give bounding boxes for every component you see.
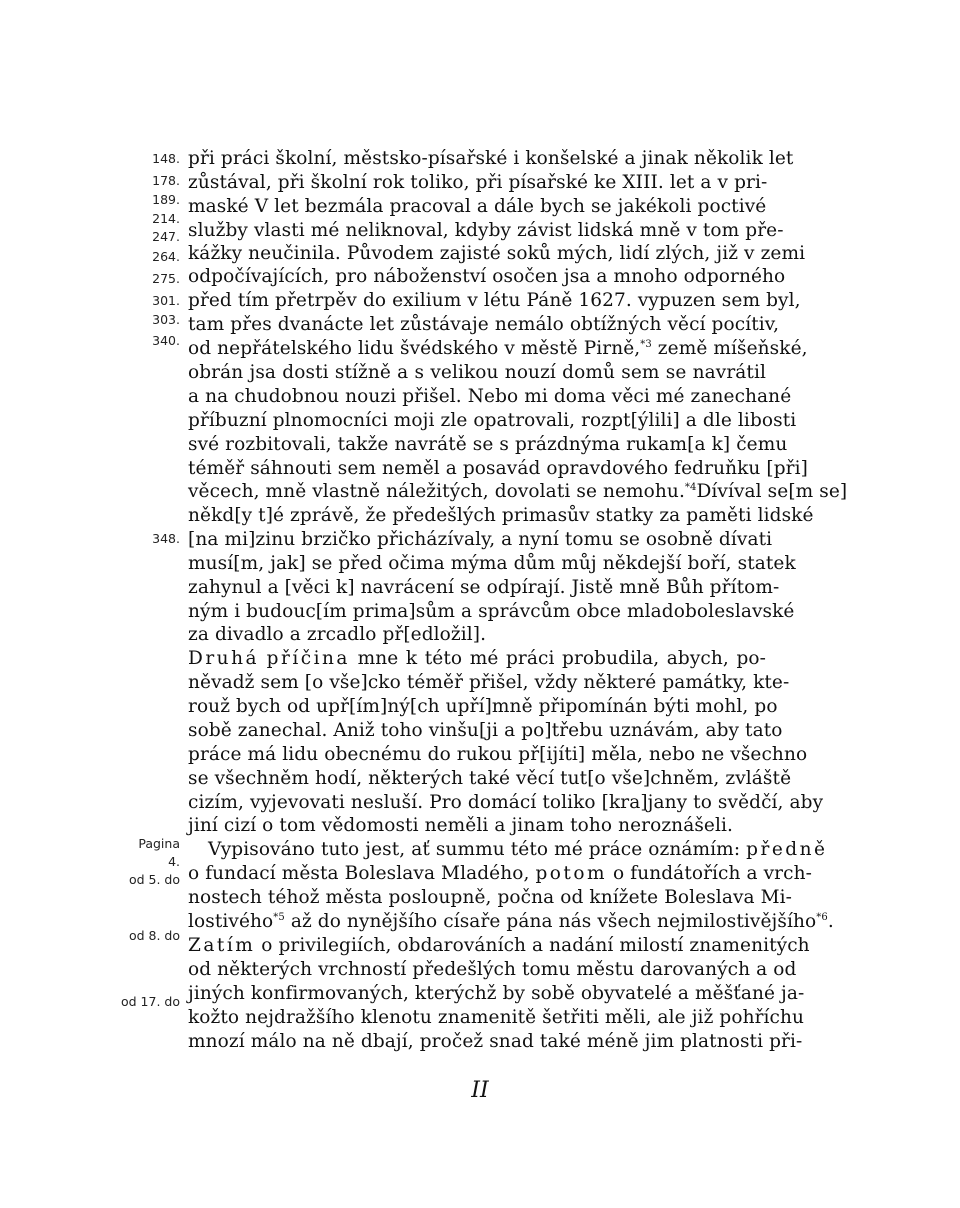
text-segment: mne k této mé práci probudila, abych, po-: [357, 648, 767, 669]
footnote-mark: *4: [684, 481, 697, 493]
text-segment: o fundací města Boleslava Mladého,: [188, 863, 530, 884]
text-line: rouž bych od upř[ím]ný[ch upří]mně připomínán býti mohl, po: [188, 696, 778, 717]
text-line: [188, 911, 834, 933]
text-line: maské V let bezmála pracoval a dále bych se jakékoli poctivé: [188, 196, 767, 217]
text-line: nostech téhož města posloupně, počna od knížete Boleslava Mi-: [188, 887, 793, 908]
text-segment: .: [827, 911, 834, 932]
text-segment: věcech, mně vlastně náležitých, dovolati se nemohu.: [188, 481, 685, 502]
text-segment: Dívíval se[m se]: [696, 481, 848, 502]
text-line: odpočívajících, pro náboženství osočen jsa a mnoho odporného: [188, 266, 786, 287]
text-line: jiných konfirmovaných, kterýchž by sobě obyvatelé a měšťané ja-: [188, 983, 805, 1004]
margin-number: 264.: [152, 249, 180, 264]
text-line: [188, 338, 808, 360]
text-line: práce má lidu obecnému do rukou př[ijíti] měla, nebo ne všechno: [188, 744, 808, 765]
text-line: ným i budouc[ím prima]sům a správcům obce mladoboleslavské: [188, 601, 795, 622]
text-line: [208, 839, 828, 861]
text-line: sobě zanechal. Aniž toho vinšu[ji a po]třebu uznávám, aby tato: [188, 720, 783, 741]
footnote-mark: *3: [640, 338, 652, 350]
text-line: od některých vrchností předešlých tomu městu darovaných a od: [188, 959, 797, 980]
text-line: obrán jsa dosti stížně a s velikou nouzí domů sem se navrátil: [188, 362, 766, 383]
text-line: [188, 648, 766, 670]
text-line: jiní cizí o tom vědomosti neměli a jinam toho neroznášeli.: [188, 815, 733, 836]
footnote-mark: *5: [273, 911, 285, 923]
text-line: a na chudobnou nouzi přišel. Nebo mi doma věci mé zanechané: [188, 386, 792, 407]
text-segment: země míšeňské,: [657, 338, 808, 359]
side-note: od 5. do: [128, 872, 180, 887]
text-line: zahynul a [věci k] navrácení se odpírají. Jistě mně Bůh přítom-: [188, 577, 780, 598]
text-segment: Vypisováno tuto jest, ať summu této mé práce oznámím:: [208, 839, 741, 860]
margin-number: 214.: [152, 211, 180, 226]
page-folio: II: [471, 1078, 489, 1103]
text-line: [188, 481, 848, 503]
text-line: [188, 863, 812, 885]
emphasis-word: potom: [535, 863, 608, 884]
text-segment: od nepřátelského lidu švédského v městě Pirně,: [188, 338, 641, 359]
emphasis-word: Druhá: [188, 648, 260, 669]
emphasis-word: Zatím: [188, 935, 256, 956]
text-line: před tím přetrpěv do exilium v létu Páně 1627. vypuzen sem byl,: [188, 290, 801, 311]
text-line: za divadlo a zrcadlo př[edložil].: [188, 624, 487, 645]
side-note: od 17. do: [121, 994, 180, 1009]
text-line: [188, 935, 810, 957]
margin-number: 303.: [152, 312, 180, 327]
text-line: cizím, vyjevovati nesluší. Pro domácí toliko [kra]jany to svědčí, aby: [188, 792, 824, 813]
text-line: své rozbitovali, takže navrátě se s prázdnýma rukam[a k] čemu: [188, 434, 788, 455]
text-segment: o privilegiích, obdarováních a nadání milostí znamenitých: [261, 935, 810, 956]
side-note: od 8. do: [128, 928, 180, 943]
text-line: kožto nejdražšího klenotu znamenitě šetřiti měli, ale již pohříchu: [188, 1007, 805, 1028]
text-line: při práci školní, městsko-písařské i konšelské a jinak několik let: [188, 148, 794, 169]
margin-number: 348.: [152, 531, 180, 546]
text-line: tam přes dvanácte let zůstávaje nemálo obtížných věcí pocítiv,: [188, 314, 780, 335]
text-line: zůstával, při školní rok toliko, při písařské ke XIII. let a v pri-: [188, 172, 768, 193]
text-line: musí[m, jak] se před očima mýma dům můj někdejší boří, statek: [188, 553, 796, 574]
text-line: někd[y t]é zprávě, že předešlých primasův statky za paměti lidské: [188, 505, 814, 526]
text-line: téměř sáhnouti sem neměl a posavád opravdového fedruňku [při]: [188, 458, 808, 479]
text-line: něvadž sem [o vše]cko téměř přišel, vždy některé památky, kte-: [188, 672, 790, 693]
margin-number: 301.: [152, 293, 180, 308]
footnote-mark: *6: [816, 911, 828, 923]
text-segment: až do nynějšího císaře pána nás všech nejmilostivějšího: [290, 911, 817, 932]
margin-number: 275.: [152, 271, 180, 286]
emphasis-word: předně: [746, 839, 828, 860]
text-line: se všechněm hodí, některých také věcí tut[o vše]chněm, zvláště: [188, 768, 792, 789]
margin-number: 189.: [152, 192, 180, 207]
text-line: služby vlasti mé neliknoval, kdyby závist lidská mně v tom pře-: [188, 220, 784, 241]
text-line: mnozí málo na ně dbají, pročež snad také méně jim platnosti při-: [188, 1031, 803, 1052]
margin-number: 340.: [152, 333, 180, 348]
text-segment: lostivého: [188, 911, 274, 932]
text-line: [na mi]zinu brzičko přicházívaly, a nyní tomu se osobně dívati: [188, 529, 773, 550]
text-line: příbuzní plnomocníci moji zle opatrovali, rozpt[ýlili] a dle libosti: [188, 410, 797, 431]
margin-number: 247.: [152, 229, 180, 244]
margin-number: 178.: [152, 173, 180, 188]
side-note: 4.: [168, 854, 180, 869]
side-note: Pagina: [138, 836, 180, 851]
text-segment: o fundátořích a vrch-: [613, 863, 812, 884]
margin-number: 148.: [152, 151, 180, 166]
emphasis-word: příčina: [266, 648, 350, 669]
text-line: kážky neučinila. Původem zajisté soků mých, lidí zlých, již v zemi: [188, 243, 806, 264]
